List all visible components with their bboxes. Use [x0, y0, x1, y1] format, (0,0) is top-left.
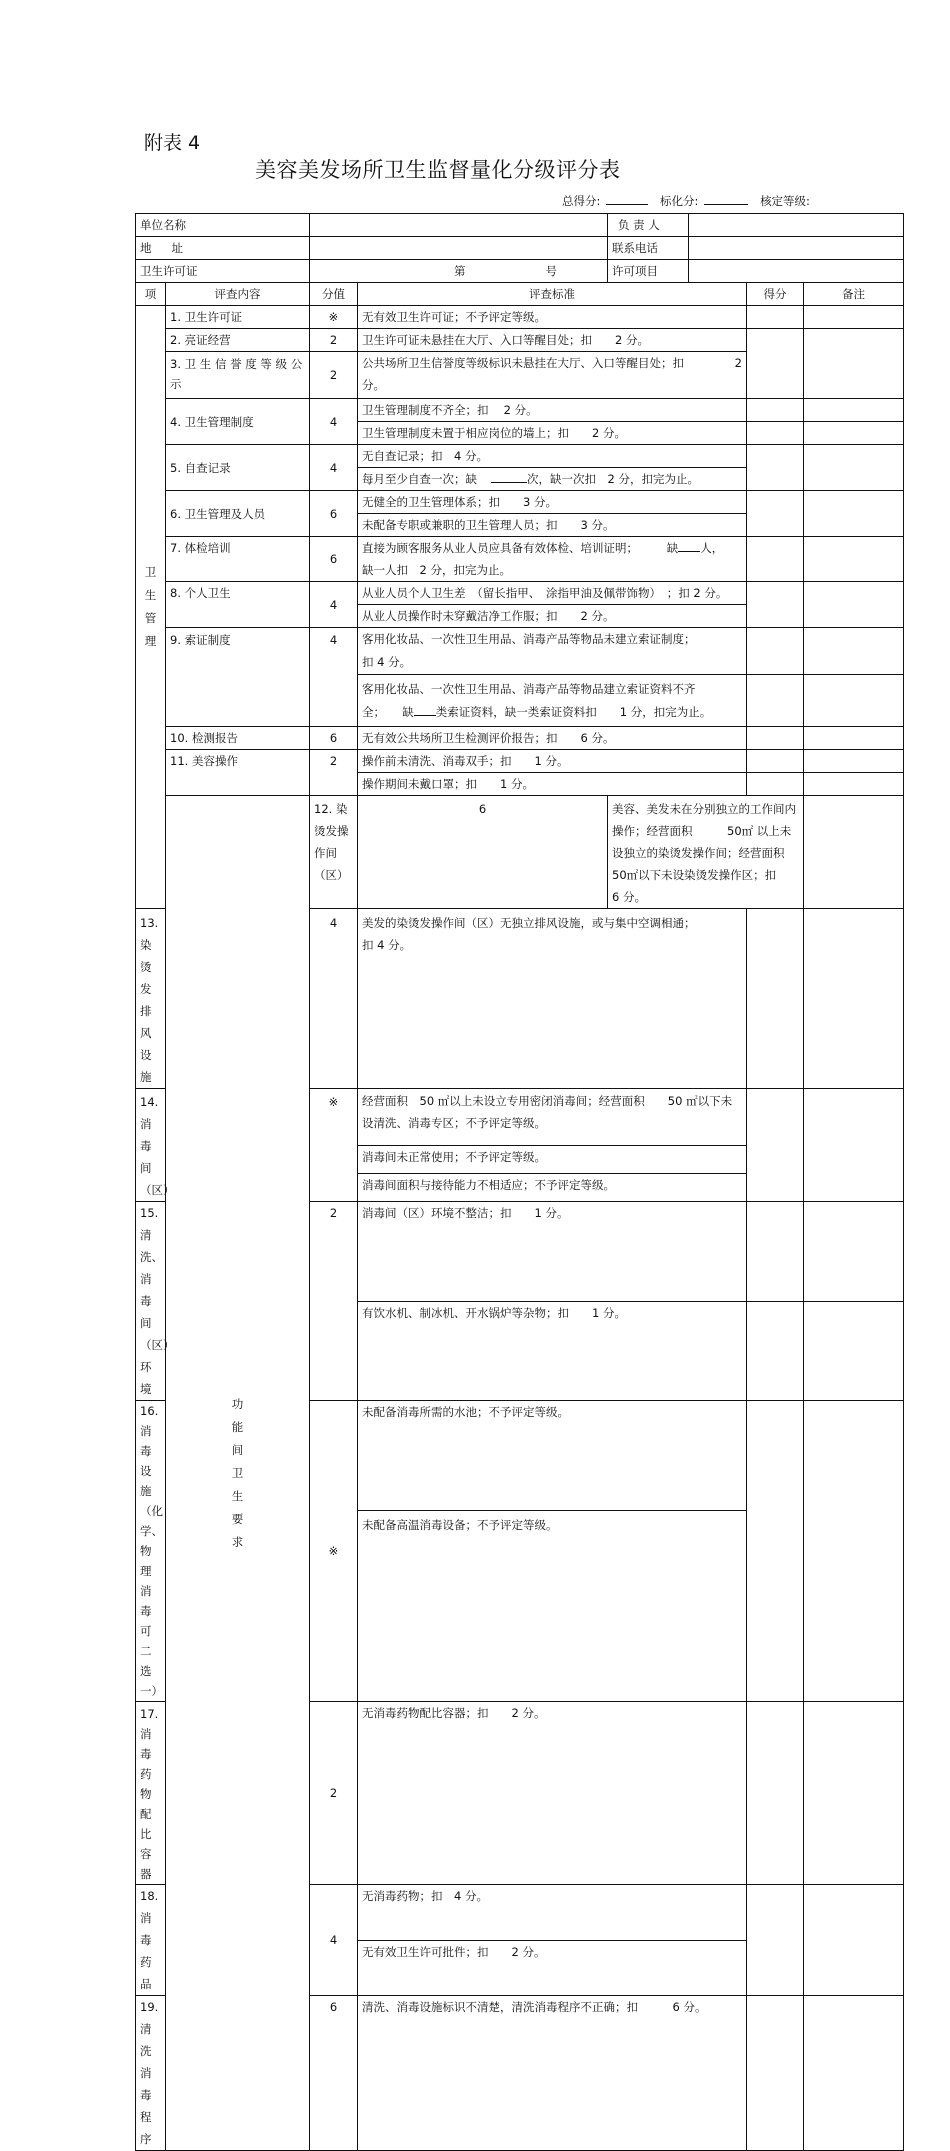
score-cell[interactable] — [747, 750, 804, 773]
license-items-label: 许可项目 — [608, 260, 689, 283]
item-points: 4 — [310, 628, 358, 727]
criteria-text: 公共场所卫生信誉度等级标识未悬挂在大厅、入口等醒目处；扣 2 分。 — [358, 352, 747, 399]
score-summary — [562, 193, 810, 209]
score-cell[interactable] — [747, 1301, 804, 1401]
col-points: 分值 — [310, 283, 358, 306]
remark-cell[interactable] — [804, 1089, 904, 1202]
score-cell[interactable] — [747, 1885, 804, 1996]
missing-person-blank[interactable] — [678, 539, 700, 552]
phone-field[interactable] — [689, 237, 904, 260]
score-cell[interactable] — [747, 491, 804, 537]
score-cell[interactable] — [747, 422, 804, 445]
criteria-text: 未配备消毒所需的水池；不予评定等级。 — [358, 1401, 747, 1511]
criteria-text: 客用化妆品、一次性卫生用品、消毒产品等物品建立索证资料不齐 全； 缺 类索证资料，缺一类索证资料扣 1 分，扣完为止。 — [358, 675, 747, 727]
remark-cell[interactable] — [804, 1401, 904, 1702]
criteria-text: 卫生管理制度未置于相应岗位的墙上；扣 2 分。 — [358, 422, 747, 445]
item-content: 4. 卫生管理制度 — [166, 399, 310, 445]
score-cell[interactable] — [747, 329, 804, 399]
total-score-blank[interactable] — [606, 193, 648, 205]
unit-name-field[interactable] — [310, 214, 608, 237]
score-cell[interactable] — [747, 1401, 804, 1702]
remark-cell[interactable] — [804, 582, 904, 628]
item-points: ※ — [310, 1401, 358, 1702]
item-content: 6. 卫生管理及人员 — [166, 491, 310, 537]
item-content: 13. 染烫发排风设施 — [136, 909, 166, 1089]
criteria-text: 消毒间未正常使用；不予评定等级。 — [358, 1145, 747, 1173]
item-content: 17. 消毒药物配比容 器 — [136, 1702, 166, 1885]
criteria-text: 从业人员操作时未穿戴洁净工作服；扣 2 分。 — [358, 605, 747, 628]
item-points: 4 — [310, 1885, 358, 1996]
item-points: 4 — [310, 909, 358, 1089]
item-points: ※ — [310, 1089, 358, 1202]
remark-cell[interactable] — [804, 1996, 904, 2151]
item-content: 12. 染烫发操作间 （区） — [310, 796, 358, 909]
item-points: 6 — [310, 537, 358, 582]
criteria-text: 从业人员个人卫生差 （留长指甲、 涂指甲油及佩带饰物） ；扣 2 分。 — [358, 582, 747, 605]
responsible-label: 负 责 人 — [608, 214, 689, 237]
license-items-field[interactable] — [689, 260, 904, 283]
remark-cell[interactable] — [804, 491, 904, 537]
criteria-text: 卫生管理制度不齐全；扣 2 分。 — [358, 399, 747, 422]
item-content: 1. 卫生许可证 — [166, 306, 310, 329]
item-content: 10. 检测报告 — [166, 727, 310, 750]
item-content: 2. 亮证经营 — [166, 329, 310, 352]
item-content: 18. 消毒药品 — [136, 1885, 166, 1996]
criteria-text: 客用化妆品、一次性卫生用品、消毒产品等物品未建立索证制度； 扣 4 分。 — [358, 628, 747, 675]
address-label: 地 址 — [136, 237, 310, 260]
remark-cell[interactable] — [804, 1702, 904, 1885]
remark-cell[interactable] — [804, 675, 904, 727]
license-number-field[interactable]: 第 号 — [310, 260, 608, 283]
score-cell[interactable] — [747, 582, 804, 628]
item-points: 6 — [310, 491, 358, 537]
item-points: 4 — [310, 582, 358, 628]
score-cell[interactable] — [747, 537, 804, 582]
remark-cell[interactable] — [804, 727, 904, 750]
criteria-text: 消毒间（区）环境不整洁；扣 1 分。 — [358, 1202, 747, 1302]
score-cell[interactable] — [747, 306, 804, 329]
remark-cell[interactable] — [804, 1202, 904, 1302]
remark-cell[interactable] — [804, 628, 904, 675]
criteria-text: 无消毒药物；扣 4 分。 — [358, 1885, 747, 1941]
remark-cell[interactable] — [804, 537, 904, 582]
criteria-text: 无自查记录；扣 4 分。 — [358, 445, 747, 468]
score-table — [135, 213, 904, 2151]
score-cell[interactable] — [747, 727, 804, 750]
score-cell[interactable] — [747, 628, 804, 675]
grade-label: 核定等级: — [760, 194, 810, 208]
remark-cell[interactable] — [804, 1301, 904, 1401]
item-content: 9. 索证制度 — [166, 628, 310, 727]
criteria-text: 未配备高温消毒设备；不予评定等级。 — [358, 1510, 747, 1701]
item-points: 6 — [358, 796, 608, 909]
item-content: 3. 卫 生 信 誉 度 等 级 公示 — [166, 352, 310, 399]
item-points: 2 — [310, 352, 358, 399]
score-cell[interactable] — [747, 675, 804, 727]
item-points: ※ — [310, 306, 358, 329]
criteria-text: 操作前未清洗、消毒双手；扣 1 分。 — [358, 750, 747, 773]
form-title: 美容美发场所卫生监督量化分级评分表 — [255, 158, 621, 182]
criteria-text: 有饮水机、制冰机、开水锅炉等杂物；扣 1 分。 — [358, 1301, 747, 1401]
score-cell[interactable] — [747, 1996, 804, 2151]
remark-cell[interactable] — [804, 909, 904, 1089]
criteria-text: 无健全的卫生管理体系；扣 3 分。 — [358, 491, 747, 514]
remark-cell[interactable] — [804, 422, 904, 445]
item-content: 8. 个人卫生 — [166, 582, 310, 628]
item-points: 2 — [310, 1702, 358, 1885]
missing-category-blank[interactable] — [414, 703, 436, 716]
criteria-text: 经营面积 50 ㎡以上未设立专用密闭消毒间；经营面积 50 ㎡以下未 设清洗、消毒专区；不予评定等级。 — [358, 1089, 747, 1146]
col-criteria: 评查标准 — [358, 283, 747, 306]
phone-label: 联系电话 — [608, 237, 689, 260]
col-remark: 备注 — [804, 283, 904, 306]
criteria-text: 直接为顾客服务从业人员应具备有效体检、培训证明； 缺 人， 缺一人扣 2 分，扣完为止。 — [358, 537, 747, 582]
score-cell[interactable] — [747, 1702, 804, 1885]
item-content: 14. 消毒间（区） — [136, 1089, 166, 1202]
col-score: 得分 — [747, 283, 804, 306]
missing-count-blank[interactable] — [491, 470, 527, 483]
item-points: 6 — [310, 1996, 358, 2151]
score-cell[interactable] — [747, 909, 804, 1089]
item-content: 7. 体检培训 — [166, 537, 310, 582]
category-hygiene-management: 卫生管理 — [136, 306, 166, 909]
std-score-label: 标化分: — [660, 194, 699, 208]
criteria-text: 美容、美发未在分别独立的工作间内操作；经营面积 50㎡ 以上未 设独立的染烫发操作间；经营面积 50㎡以下未设染烫发操作区；扣 6 分。 — [608, 796, 804, 909]
criteria-text: 清洗、消毒设施标识不清楚，清洗消毒程序不正确；扣 6 分。 — [358, 1996, 747, 2151]
criteria-text: 无有效卫生许可证；不予评定等级。 — [358, 306, 747, 329]
remark-cell[interactable] — [804, 773, 904, 796]
remark-cell[interactable] — [804, 445, 904, 491]
item-points: 2 — [310, 750, 358, 796]
remark-cell[interactable] — [804, 329, 904, 399]
score-cell[interactable] — [804, 796, 904, 909]
criteria-text: 美发的染烫发操作间（区）无独立排风设施，或与集中空调相通； 扣 4 分。 — [358, 909, 747, 1089]
address-field[interactable] — [310, 237, 608, 260]
item-content: 15. 清洗、消毒间 （区）环境 — [136, 1202, 166, 1401]
item-points: 4 — [310, 445, 358, 491]
category-functional-room: 功能间卫生要求 — [166, 796, 310, 2151]
criteria-text: 未配备专职或兼职的卫生管理人员；扣 3 分。 — [358, 514, 747, 537]
responsible-field[interactable] — [689, 214, 904, 237]
item-content: 5. 自查记录 — [166, 445, 310, 491]
total-score-label: 总得分: — [562, 194, 601, 208]
remark-cell[interactable] — [804, 750, 904, 773]
appendix-label: 附表 4 — [144, 132, 201, 154]
item-points: 2 — [310, 1202, 358, 1401]
remark-cell[interactable] — [804, 1885, 904, 1996]
item-points: 4 — [310, 399, 358, 445]
unit-name-label: 单位名称 — [136, 214, 310, 237]
col-content: 评查内容 — [166, 283, 310, 306]
item-points: 2 — [310, 329, 358, 352]
score-cell[interactable] — [747, 773, 804, 796]
score-cell[interactable] — [747, 399, 804, 422]
criteria-text: 消毒间面积与接待能力不相适应；不予评定等级。 — [358, 1173, 747, 1201]
remark-cell[interactable] — [804, 399, 904, 422]
remark-cell[interactable] — [804, 306, 904, 329]
criteria-text: 操作期间未戴口罩；扣 1 分。 — [358, 773, 747, 796]
item-content: 16. 消毒设施 （化学、物理消毒可 二选一） — [136, 1401, 166, 1702]
criteria-text: 无消毒药物配比容器；扣 2 分。 — [358, 1702, 747, 1885]
criteria-text: 无有效公共场所卫生检测评价报告；扣 6 分。 — [358, 727, 747, 750]
license-label: 卫生许可证 — [136, 260, 310, 283]
score-cell[interactable] — [747, 1089, 804, 1202]
item-content: 11. 美容操作 — [166, 750, 310, 796]
score-cell[interactable] — [747, 1202, 804, 1302]
col-item: 项 — [136, 283, 166, 306]
item-points: 6 — [310, 727, 358, 750]
std-score-blank[interactable] — [704, 193, 748, 205]
item-content: 19. 清洗消毒程序 — [136, 1996, 166, 2151]
criteria-text: 每月至少自查一次；缺 次，缺一次扣 2 分，扣完为止。 — [358, 468, 747, 491]
score-cell[interactable] — [747, 445, 804, 491]
criteria-text: 无有效卫生许可批件；扣 2 分。 — [358, 1940, 747, 1996]
criteria-text: 卫生许可证未悬挂在大厅、入口等醒目处；扣 2 分。 — [358, 329, 747, 352]
